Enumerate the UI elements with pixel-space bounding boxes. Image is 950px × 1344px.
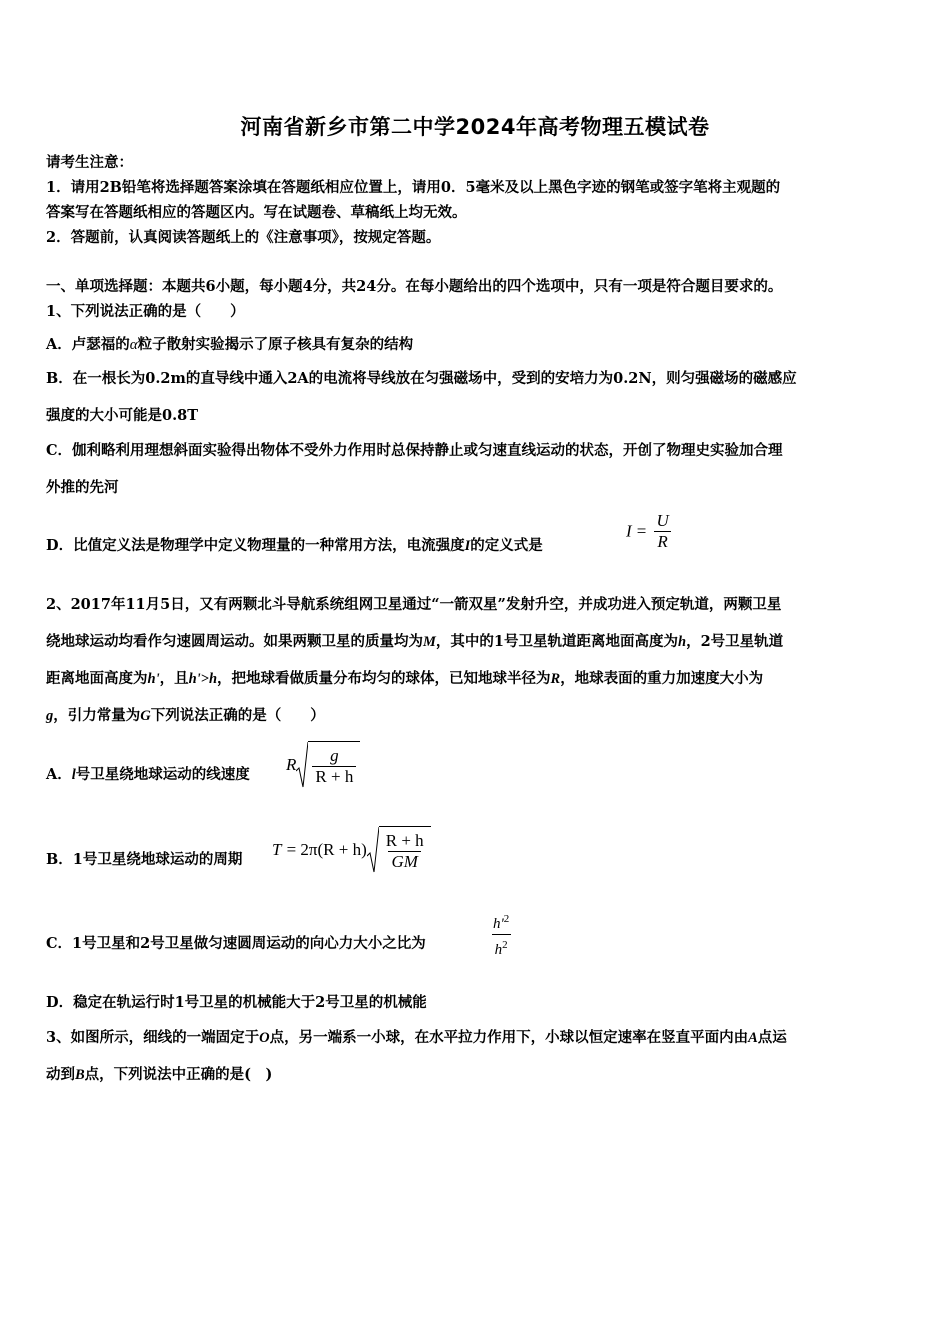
q2-option-a-post: 号卫星绕地球运动的线速度 xyxy=(75,766,250,783)
formula-lhs: T xyxy=(272,840,282,859)
q2-var-h: h xyxy=(678,634,687,650)
notice-item-1-line-2: 答案写在答题纸相应的答题区内。写在试题卷、草稿纸上均无效。 xyxy=(46,204,467,221)
fraction-numerator: g xyxy=(330,746,339,765)
q1-option-b-line-1: B．在一根长为0.2m的直导线中通入2A的电流将导线放在匀强磁场中，受到的安培力为0.2N，则匀强磁场的磁感应 xyxy=(46,370,797,387)
sqrt-sign xyxy=(367,826,431,874)
q1-option-a xyxy=(46,336,413,354)
q2-var-R: R xyxy=(550,671,561,687)
q2-option-d: D．稳定在轨运行时1号卫星的机械能大于2号卫星的机械能 xyxy=(46,994,427,1011)
formula-coef: R xyxy=(286,755,297,774)
notice-item-2: 2．答题前，认真阅读答题纸上的《注意事项》，按规定答题。 xyxy=(46,229,441,246)
q2-option-a-l: l xyxy=(71,767,76,783)
q1-option-c-line-1: C．伽利略利用理想斜面实验得出物体不受外力作用时总保持静止或匀速直线运动的状态，开创了物理史实验加合理 xyxy=(46,442,783,459)
formula-middle: = 2π(R + h) xyxy=(286,840,367,859)
q2-stem-line-4 xyxy=(46,707,325,725)
radical-icon xyxy=(367,826,379,874)
formula-lhs: I xyxy=(626,521,632,541)
q3-text: 点运 xyxy=(757,1029,787,1046)
fraction xyxy=(490,909,512,960)
fraction-denominator: GM xyxy=(388,851,420,872)
q2-option-a-pre: A． xyxy=(46,766,72,783)
q2-text: 绕地球运动均看作匀速圆周运动。如果两颗卫星的质量均为 xyxy=(46,633,423,650)
q1-option-d xyxy=(46,537,543,555)
q1-option-d-pre: D．比值定义法是物理学中定义物理量的一种常用方法，电流强度 xyxy=(46,537,465,554)
q3-text: 点，下列说法中正确的是( ) xyxy=(84,1066,273,1083)
q1-option-a-post: 粒子散射实验揭示了原子核具有复杂的结构 xyxy=(137,336,414,353)
q2-stem-line-2 xyxy=(46,633,783,651)
q2-option-b: B．1号卫星绕地球运动的周期 xyxy=(46,851,243,868)
q2-text: 下列说法正确的是（ ） xyxy=(150,707,325,724)
q2-text: ，其中的1号卫星轨道距离地面高度为 xyxy=(435,633,678,650)
q2-text: ，且 xyxy=(159,670,189,687)
numerator-base: h' xyxy=(493,916,504,932)
q2-var-g: g xyxy=(46,708,54,724)
section-1-heading: 一、单项选择题：本题共6小题，每小题4分，共24分。在每小题给出的四个选项中，只有一项是符合题目要求的。 xyxy=(46,278,783,295)
q2-stem-line-3 xyxy=(46,670,763,688)
notice-item-1-line-1: 1．请用2B铅笔将选择题答案涂填在答题纸相应位置上，请用0．5毫米及以上黑色字迹的钢笔或签字笔将主观题的 xyxy=(46,179,781,196)
q1-stem: 1、下列说法正确的是（ ） xyxy=(46,303,245,320)
q1-option-d-var: I xyxy=(464,538,471,554)
q3-var-B: B xyxy=(75,1067,85,1083)
formula-equals: = xyxy=(636,521,647,541)
q1-option-b-line-2: 强度的大小可能是0.8T xyxy=(46,407,199,424)
fraction-denominator: R xyxy=(654,531,670,552)
q3-text: 3、如图所示，细线的一端固定于 xyxy=(46,1029,260,1046)
sqrt-sign xyxy=(296,741,360,789)
q3-text: 动到 xyxy=(46,1066,75,1083)
fraction xyxy=(653,511,671,552)
page-title: 河南省新乡市第二中学2024年高考物理五模试卷 xyxy=(240,115,710,139)
q3-stem-line-2 xyxy=(46,1066,272,1084)
q1-option-d-post: 的定义式是 xyxy=(470,537,543,554)
q2-var-h-prime: h' xyxy=(147,671,160,687)
q2-option-a xyxy=(46,766,250,784)
q2-comparison: h'>h xyxy=(188,671,218,687)
q2-var-M: M xyxy=(423,634,436,650)
period-formula xyxy=(272,826,431,874)
force-ratio-formula xyxy=(488,909,514,960)
fraction-denominator xyxy=(492,934,511,960)
q2-var-G: G xyxy=(140,708,151,724)
radical-icon xyxy=(296,741,308,789)
numerator-exponent: 2 xyxy=(503,913,510,925)
q3-text: 点，另一端系一小球，在水平拉力作用下，小球以恒定速率在竖直平面内由 xyxy=(269,1029,749,1046)
q2-text: 距离地面高度为 xyxy=(46,670,148,687)
q3-var-O: O xyxy=(259,1030,270,1046)
q2-text: ，2号卫星轨道 xyxy=(686,633,784,650)
q3-stem-line-1 xyxy=(46,1029,787,1047)
alpha-symbol: α xyxy=(129,337,138,353)
denominator-exponent: 2 xyxy=(502,939,508,951)
fraction-denominator: R + h xyxy=(312,766,356,787)
q2-text: ，地球表面的重力加速度大小为 xyxy=(560,670,764,687)
fraction xyxy=(312,746,356,787)
velocity-formula xyxy=(286,741,360,789)
notice-heading: 请考生注意： xyxy=(46,154,133,171)
denominator-base: h xyxy=(494,942,503,958)
fraction-numerator: R + h xyxy=(385,831,424,850)
q2-option-c: C．1号卫星和2号卫星做匀速圆周运动的向心力大小之比为 xyxy=(46,935,426,952)
fraction-numerator xyxy=(490,909,512,934)
fraction xyxy=(383,831,427,872)
current-definition-formula xyxy=(626,511,674,552)
q2-stem-line-1: 2、2017年11月5日，又有两颗北斗导航系统组网卫星通过“一箭双星”发射升空，并成功进入预定轨道，两颗卫星 xyxy=(46,596,782,613)
q2-text: ，引力常量为 xyxy=(53,707,141,724)
q2-text: ，把地球看做质量分布均匀的球体，已知地球半径为 xyxy=(217,670,551,687)
q1-option-a-pre: A．卢瑟福的 xyxy=(46,336,130,353)
q3-var-A: A xyxy=(748,1030,758,1046)
fraction-numerator: U xyxy=(656,511,669,530)
q1-option-c-line-2: 外推的先河 xyxy=(46,479,119,496)
